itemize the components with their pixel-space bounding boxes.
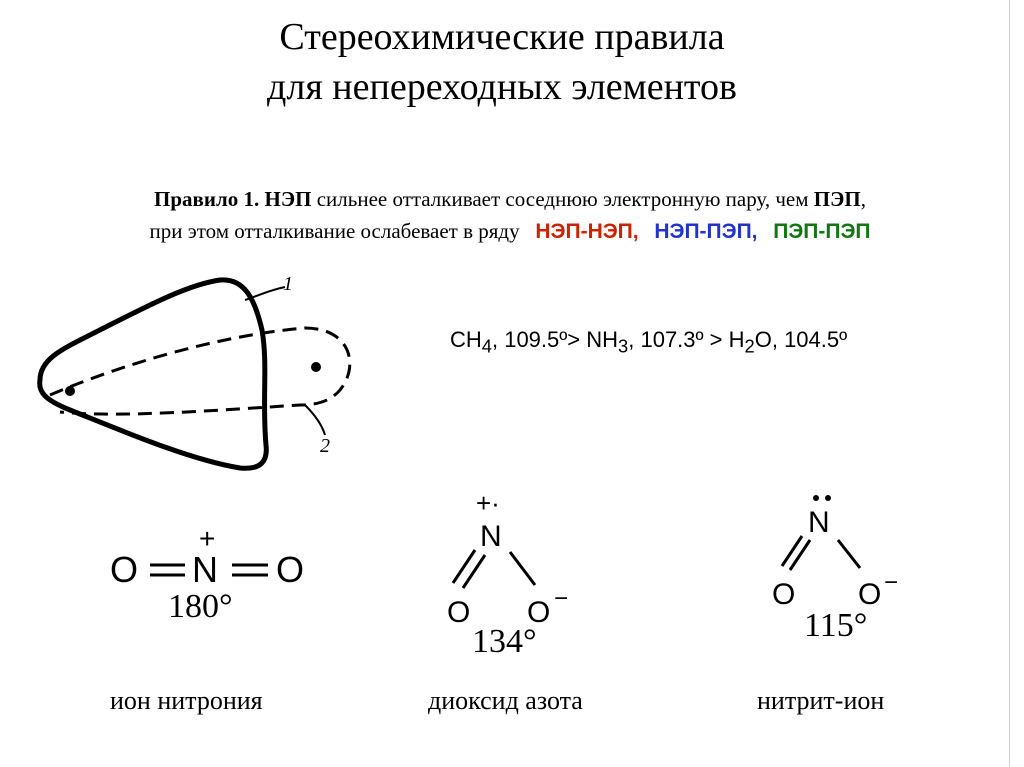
h2o-subscript: 2 (744, 335, 755, 357)
no2-oxygen-right: O (527, 596, 551, 629)
series-nep-nep: НЭП-НЭП, (535, 220, 639, 243)
no2-angle: 134° (472, 623, 537, 660)
nitrite-oxygen-left: O (772, 578, 796, 611)
rule-comma: , (860, 187, 866, 211)
ch4-subscript: 4 (481, 335, 492, 357)
slide-title-line1: Стереохимические правила (279, 16, 725, 58)
svg-text:N: N (192, 549, 218, 590)
nitrite-nitrogen: N (808, 506, 830, 539)
nitronium-structure (110, 523, 304, 625)
rule-text1: сильнее отталкивает соседнюю электронную пару, чем (311, 187, 814, 211)
rule-text2: при этом отталкивание ослабевает в ряду (149, 219, 520, 243)
svg-text:O: O (110, 549, 139, 590)
no2-oxygen-left: O (447, 596, 471, 629)
nh3-subscript: 3 (618, 335, 629, 357)
caption-nitrogen-dioxide: диоксид азота (428, 686, 583, 715)
nh3-angle: , 107.3º > H (628, 327, 745, 352)
nucleus-dot (65, 386, 75, 396)
nitronium-charge: + (199, 523, 216, 554)
no2-top-mark: +· (476, 488, 500, 518)
no2-nitrogen: N (480, 520, 502, 553)
lone-pair-orbital (40, 280, 267, 468)
orbital-label-2: 2 (320, 435, 330, 457)
svg-text:O: O (276, 549, 305, 590)
ligand-dot (311, 362, 321, 372)
series-pep-pep: ПЭП-ПЭП (773, 220, 871, 243)
h2o-angle: O, 104.5º (754, 327, 848, 352)
series-nep-pep: НЭП-ПЭП, (654, 220, 758, 243)
rule-pep: ПЭП (813, 187, 861, 211)
nitronium-angle: 180° (168, 588, 233, 625)
nitrite-angle: 115° (804, 607, 868, 644)
nitrite-oxygen-right: O (858, 578, 882, 611)
leader-line-2 (305, 405, 325, 435)
nitrite-charge: − (884, 569, 899, 596)
slide-title-line2: для непереходных элементов (267, 66, 737, 108)
bonding-pair-orbital (50, 328, 350, 414)
no2-charge: − (554, 585, 569, 612)
rule-label: Правило 1. (154, 187, 260, 211)
nitrite-structure (772, 495, 898, 644)
nitrogen-dioxide-structure (447, 488, 568, 660)
ch4-angle: , 109.5º> NH (491, 327, 619, 352)
caption-nitronium: ион нитрония (110, 686, 263, 715)
ch4-formula: CH (450, 327, 482, 352)
orbital-label-1: 1 (283, 273, 293, 295)
caption-nitrite: нитрит-ион (757, 686, 885, 715)
rule-nep: НЭП (264, 187, 312, 211)
